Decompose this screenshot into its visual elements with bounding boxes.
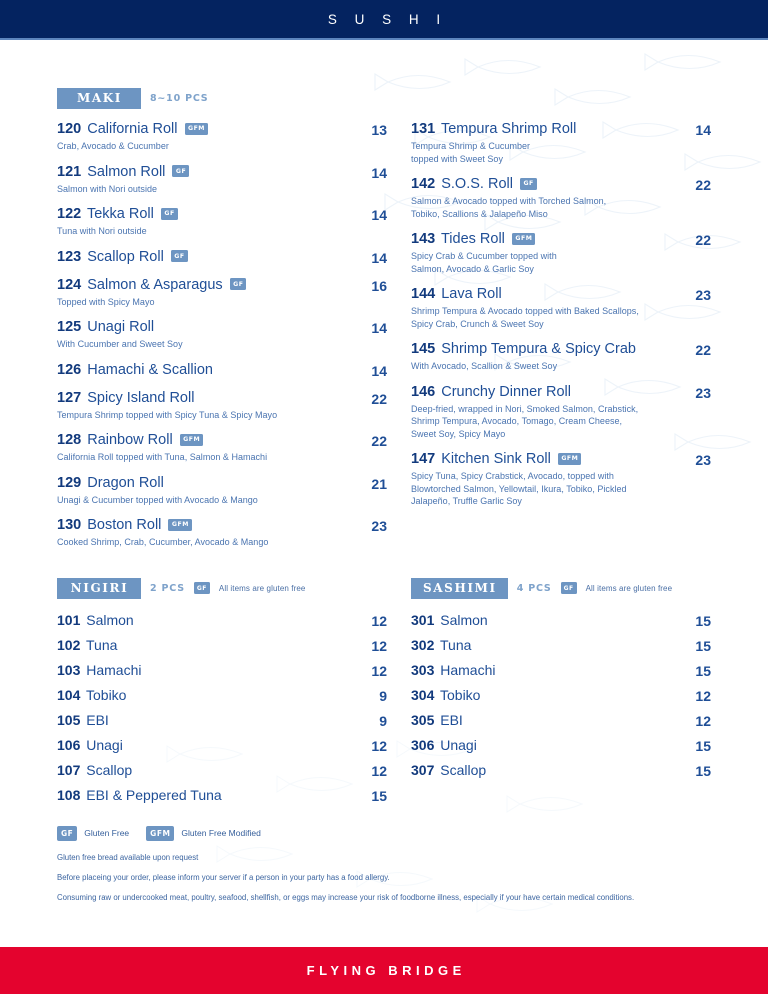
menu-item-price: 14 (371, 320, 387, 336)
menu-item-number: 124 (57, 276, 82, 293)
menu-item-title (57, 249, 351, 266)
menu-item-description: Tempura Shrimp & Cucumber topped with Sweet Soy (411, 141, 531, 164)
menu-item-title (57, 517, 351, 534)
gluten-free-icon: GF (161, 208, 178, 220)
gluten-free-modified-icon: GFM (185, 123, 208, 135)
menu-item-main (57, 164, 361, 196)
menu-item-description: Spicy Crab & Cucumber topped with Salmon, Avocado & Garlic Soy (411, 251, 557, 274)
menu-item-price: 12 (371, 612, 387, 629)
menu-item-name: Tobiko (436, 686, 481, 703)
menu-item-name: Tekka Roll (83, 206, 154, 222)
menu-item-main (57, 662, 361, 679)
menu-item-number: 145 (411, 341, 436, 357)
menu-item-title (57, 762, 351, 779)
menu-item-number: 304 (411, 686, 435, 703)
menu-item-price: 23 (695, 452, 711, 468)
brand-footer-bar (0, 947, 768, 994)
menu-item-name: Boston Roll (83, 517, 162, 533)
menu-item-name: Crunchy Dinner Roll (437, 383, 571, 400)
menu-item (411, 662, 711, 679)
menu-item-description: With Avocado, Scallion & Sweet Soy (411, 361, 558, 371)
section-pcs-sashimi: 4 PCS (516, 582, 552, 594)
menu-item-title (411, 384, 675, 401)
menu-item-number: 131 (411, 121, 436, 137)
menu-item-number: 307 (411, 761, 435, 778)
gluten-free-modified-icon: GFM (180, 434, 203, 446)
menu-item-name: Unagi Roll (83, 319, 155, 335)
menu-item-name: Tuna (436, 636, 472, 653)
section-header-maki (57, 88, 711, 109)
menu-item-name: Salmon & Asparagus (83, 276, 223, 293)
menu-item (57, 390, 387, 422)
menu-item-name: Scallop Roll (83, 248, 164, 265)
menu-item-main (411, 286, 685, 330)
menu-item-main (411, 737, 685, 754)
menu-item-number: 130 (57, 517, 82, 533)
menu-item-title (57, 637, 351, 654)
gluten-free-icon-nigiri: GF (194, 582, 210, 594)
menu-item-title (57, 432, 351, 449)
menu-item-price: 15 (695, 662, 711, 679)
menu-item-name: S.O.S. Roll (437, 176, 513, 192)
menu-item-main (411, 762, 685, 779)
menu-item-title (57, 164, 351, 181)
menu-item-title (411, 662, 675, 679)
menu-item-name: California Roll (83, 121, 178, 137)
menu-item-name: Salmon (82, 611, 134, 628)
menu-item-title (57, 662, 351, 679)
gluten-free-modified-icon: GFM (168, 519, 191, 531)
menu-item-name: Shrimp Tempura & Spicy Crab (437, 341, 636, 357)
menu-item (411, 121, 711, 165)
menu-item-number: 103 (57, 661, 81, 678)
menu-item (57, 121, 387, 153)
menu-item-price: 22 (695, 342, 711, 358)
menu-item-name: Hamachi (82, 661, 142, 678)
menu-item-main (57, 206, 361, 238)
menu-item (411, 737, 711, 754)
gluten-free-icon: GF (57, 826, 77, 841)
menu-item-description: Cooked Shrimp, Crab, Cucumber, Avocado & Mango (57, 537, 269, 547)
menu-item-main (57, 277, 361, 309)
menu-item-title (57, 787, 351, 804)
menu-item-number: 305 (411, 711, 435, 728)
menu-item-number: 125 (57, 319, 82, 335)
menu-item-price: 23 (695, 287, 711, 303)
menu-item-price: 12 (695, 712, 711, 729)
menu-item-title (57, 206, 351, 223)
menu-note: Before placeing your order, please inform your server if a person in your party has a food allergy. (57, 872, 390, 882)
legend-label: Gluten Free Modified (181, 828, 261, 838)
section-badge-sashimi: SASHIMI (411, 578, 508, 599)
menu-item-main (411, 121, 685, 165)
menu-item-price: 16 (371, 277, 387, 294)
nigiri-sashimi-columns (57, 599, 711, 812)
menu-item-price: 12 (371, 637, 387, 654)
menu-note: Consuming raw or undercooked meat, poultry, seafood, shellfish, or eggs may increase your risk of foodborne illness, especially if your have certain medical conditions. (57, 892, 635, 902)
menu-item (57, 787, 387, 804)
menu-item-description: Unagi & Cucumber topped with Avocado & Mango (57, 494, 258, 505)
gluten-legend (57, 826, 711, 841)
menu-item-number: 143 (411, 231, 436, 247)
menu-item (57, 164, 387, 196)
menu-item (57, 206, 387, 238)
menu-item-number: 104 (57, 686, 81, 703)
menu-item-main (57, 475, 361, 507)
menu-item (57, 319, 387, 351)
menu-item-number: 102 (57, 636, 81, 653)
menu-item-name: EBI (436, 711, 463, 728)
menu-item-price: 23 (695, 384, 711, 401)
menu-item (57, 475, 387, 507)
menu-item-number: 123 (57, 248, 82, 265)
menu-item-number: 127 (57, 389, 82, 406)
menu-item-price: 22 (695, 177, 711, 193)
menu-item-main (411, 712, 685, 729)
menu-item-price: 14 (371, 164, 387, 181)
menu-item (57, 737, 387, 754)
menu-item-name: Hamachi (436, 661, 496, 678)
menu-item-price: 21 (371, 475, 387, 492)
menu-item-price: 15 (371, 787, 387, 804)
menu-item-title (57, 612, 351, 629)
gluten-free-icon: GF (230, 278, 247, 290)
sashimi-list (387, 612, 711, 812)
menu-item-name: Tides Roll (437, 231, 505, 247)
menu-item-name: Tuna (82, 636, 118, 653)
menu-item-main (57, 712, 361, 729)
menu-item-title (411, 712, 675, 729)
menu-item-name: Dragon Roll (83, 474, 164, 491)
menu-item (411, 712, 711, 729)
menu-item-price: 12 (371, 737, 387, 754)
menu-item-name: Scallop (436, 761, 487, 778)
menu-item-name: Hamachi & Scallion (83, 361, 213, 378)
menu-item-price: 12 (695, 687, 711, 704)
gluten-free-modified-icon: GFM (146, 826, 174, 841)
menu-item-name: Scallop (82, 761, 133, 778)
menu-item-number: 301 (411, 611, 435, 628)
menu-item-title (411, 737, 675, 754)
menu-item-price: 14 (371, 362, 387, 379)
section-header-nigiri (57, 578, 387, 599)
menu-item-number: 108 (57, 786, 81, 803)
menu-item-name: Salmon (436, 611, 488, 628)
menu-item-main (411, 637, 685, 654)
gluten-free-modified-icon: GFM (512, 233, 535, 245)
menu-item-name: EBI & Peppered Tuna (82, 786, 222, 803)
menu-item-title (411, 176, 675, 193)
menu-item-main (411, 176, 685, 220)
menu-item-main (57, 432, 361, 464)
menu-item-price: 14 (371, 207, 387, 223)
gluten-free-modified-icon: GFM (558, 453, 581, 465)
menu-item-price: 22 (371, 390, 387, 407)
menu-item-main (57, 121, 361, 153)
menu-item-price: 23 (371, 518, 387, 534)
gluten-free-icon: GF (520, 178, 537, 190)
menu-item (411, 286, 711, 330)
menu-item-number: 126 (57, 361, 82, 378)
menu-item-number: 303 (411, 661, 435, 678)
menu-item-number: 147 (411, 451, 436, 467)
menu-item-description: Shrimp Tempura & Avocado topped with Baked Scallops, Spicy Crab, Crunch & Sweet Soy (411, 306, 639, 329)
menu-item-description: Deep-fried, wrapped in Nori, Smoked Salmon, Crabstick, Shrimp Tempura, Avocado, Tomago, Cream Cheese, Sweet Soy, Spicy Mayo (411, 403, 639, 439)
menu-item-main (411, 341, 685, 373)
menu-item-title (411, 121, 675, 138)
menu-item-title (57, 712, 351, 729)
brand-name: FLYING BRIDGE (306, 963, 466, 978)
menu-item-name: Spicy Island Roll (83, 389, 195, 406)
menu-item-price: 12 (371, 662, 387, 679)
section-pcs-maki: 8~10 PCS (150, 93, 209, 104)
maki-list-left (57, 121, 387, 560)
menu-item (57, 712, 387, 729)
menu-item-price: 13 (371, 122, 387, 138)
menu-item-main (57, 787, 361, 804)
nigiri-list (57, 612, 387, 812)
menu-item-number: 107 (57, 761, 81, 778)
section-note-sashimi: All items are gluten free (585, 583, 673, 593)
menu-item-main (57, 517, 361, 549)
menu-item-price: 9 (379, 687, 387, 704)
menu-item (57, 662, 387, 679)
menu-item-main (57, 249, 361, 266)
menu-item-description: Crab, Avocado & Cucumber (57, 141, 169, 151)
menu-item-main (57, 637, 361, 654)
menu-item-main (57, 687, 361, 704)
menu-item (411, 762, 711, 779)
menu-item-name: Tempura Shrimp Roll (437, 121, 577, 137)
menu-item-price: 15 (695, 762, 711, 779)
menu-item-main (411, 612, 685, 629)
section-note-nigiri: All items are gluten free (218, 583, 306, 593)
menu-item-number: 101 (57, 611, 81, 628)
section-header-sashimi (411, 578, 711, 599)
menu-item (411, 341, 711, 373)
menu-item (411, 231, 711, 275)
menu-item-number: 306 (411, 736, 435, 753)
menu-item-name: Lava Roll (437, 286, 502, 302)
menu-item-name: Kitchen Sink Roll (437, 451, 551, 467)
menu-item (411, 612, 711, 629)
menu-item-main (411, 662, 685, 679)
menu-item (57, 637, 387, 654)
menu-item-description: Salmon with Nori outside (57, 183, 158, 194)
menu-item-main (57, 737, 361, 754)
menu-item-main (57, 319, 361, 351)
menu-item-main (411, 451, 685, 508)
menu-item (411, 451, 711, 508)
menu-item (57, 517, 387, 549)
menu-item-title (411, 451, 675, 468)
menu-item (57, 432, 387, 464)
menu-item (57, 612, 387, 629)
page-title: S U S H I (327, 11, 448, 27)
menu-item (57, 277, 387, 309)
menu-content (0, 40, 768, 903)
menu-item-number: 142 (411, 176, 436, 192)
menu-item-name: Tobiko (82, 686, 127, 703)
nigiri-sashimi-headers (57, 578, 711, 599)
menu-item-title (411, 762, 675, 779)
menu-item-description: Tuna with Nori outside (57, 226, 147, 236)
section-badge-nigiri: NIGIRI (57, 578, 141, 599)
menu-item (411, 687, 711, 704)
menu-item-number: 120 (57, 121, 82, 137)
menu-item-title (57, 121, 351, 138)
menu-item-name: Unagi (436, 736, 477, 753)
menu-item-price: 22 (695, 232, 711, 248)
page-header-bar (0, 0, 768, 40)
menu-item-number: 144 (411, 286, 436, 302)
menu-item-main (57, 612, 361, 629)
maki-columns (57, 109, 711, 560)
menu-item-title (57, 737, 351, 754)
menu-item-number: 128 (57, 432, 82, 448)
menu-item-name: Rainbow Roll (83, 432, 173, 448)
menu-item-number: 122 (57, 206, 82, 222)
menu-note: Gluten free bread available upon request (57, 852, 199, 862)
menu-item (411, 384, 711, 441)
menu-item (57, 687, 387, 704)
gluten-free-icon: GF (171, 250, 188, 262)
menu-item (411, 176, 711, 220)
menu-item-title (411, 687, 675, 704)
menu-item-title (411, 286, 675, 303)
legend-label: Gluten Free (84, 828, 130, 838)
gluten-free-icon-sashimi: GF (561, 582, 577, 594)
menu-item-name: EBI (82, 711, 109, 728)
menu-item-price: 14 (371, 249, 387, 266)
menu-item-price: 9 (379, 712, 387, 729)
menu-item-number: 146 (411, 383, 436, 400)
menu-item-title (57, 475, 351, 492)
menu-item-title (411, 231, 675, 248)
menu-item-description: Salmon & Avocado topped with Torched Salmon, Tobiko, Scallions & Jalapeño Miso (411, 196, 607, 219)
menu-item-main (411, 231, 685, 275)
menu-item-description: Spicy Tuna, Spicy Crabstick, Avocado, topped with Blowtorched Salmon, Yellowtail, Ikura, Tobiko, Pickled Jalapeño, Truffle Garlic Soy (411, 471, 627, 506)
menu-item-description: California Roll topped with Tuna, Salmon & Hamachi (57, 452, 268, 462)
section-badge-maki: MAKI (57, 88, 141, 109)
menu-item-price: 15 (695, 737, 711, 754)
menu-item-title (57, 390, 351, 407)
menu-item-main (57, 762, 361, 779)
menu-item (57, 362, 387, 379)
menu-item-number: 105 (57, 711, 81, 728)
menu-item-price: 14 (695, 122, 711, 138)
menu-item (411, 637, 711, 654)
section-pcs-nigiri: 2 PCS (150, 582, 185, 594)
menu-item-title (57, 687, 351, 704)
menu-item-main (411, 687, 685, 704)
menu-item-number: 302 (411, 636, 435, 653)
menu-item-description: Tempura Shrimp topped with Spicy Tuna & Spicy Mayo (57, 409, 278, 420)
menu-item-description: With Cucumber and Sweet Soy (57, 339, 183, 349)
menu-item-price: 15 (695, 612, 711, 629)
maki-list-right (387, 121, 711, 560)
menu-item-number: 121 (57, 163, 82, 180)
menu-item-price: 22 (371, 433, 387, 449)
menu-item-title (411, 612, 675, 629)
menu-item-name: Unagi (82, 736, 123, 753)
menu-item-description: Topped with Spicy Mayo (57, 296, 155, 307)
menu-item-main (57, 362, 361, 379)
menu-item-price: 12 (371, 762, 387, 779)
gluten-free-icon: GF (172, 165, 189, 177)
menu-item-title (57, 277, 351, 294)
menu-item (57, 762, 387, 779)
menu-item-number: 129 (57, 474, 82, 491)
menu-item-main (57, 390, 361, 422)
menu-item-title (57, 319, 351, 336)
menu-notes (57, 852, 711, 903)
menu-item-title (57, 362, 351, 379)
menu-item-price: 15 (695, 637, 711, 654)
menu-item-number: 106 (57, 736, 81, 753)
menu-item-title (411, 341, 675, 358)
menu-item-main (411, 384, 685, 441)
menu-item (57, 249, 387, 266)
menu-item-name: Salmon Roll (83, 163, 166, 180)
menu-item-title (411, 637, 675, 654)
